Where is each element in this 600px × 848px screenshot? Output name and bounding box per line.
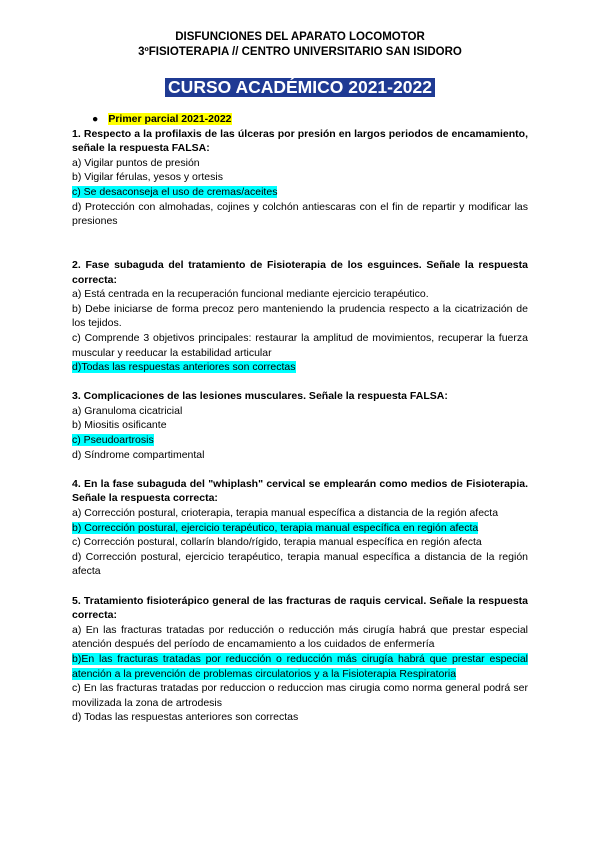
course-banner-wrap — [0, 78, 600, 98]
q1-option-d: d) Protección con almohadas, cojines y colchón antiescaras con el fin de repartir y modificar las presiones — [72, 200, 528, 228]
course-year-banner: CURSO ACADÉMICO 2021-2022 — [165, 78, 435, 97]
exam-content — [72, 112, 528, 725]
spacer — [72, 229, 528, 244]
q4-option-d: d) Corrección postural, ejercicio terapéutico, terapia manual específica a distancia de la región afecta — [72, 550, 528, 578]
spacer — [72, 243, 528, 258]
q3-answer-highlight: c) Pseudoartrosis — [72, 434, 154, 447]
question-1: 1. Respecto a la profilaxis de las úlceras por presión en largos periodos de encamamiento, señale la respuesta FALSA: — [72, 127, 528, 155]
q3-option-b: b) Miositis osificante — [72, 419, 167, 432]
bullet-icon: ● — [92, 113, 99, 125]
exam-section-heading — [92, 112, 528, 127]
q1-option-c-answer — [72, 185, 528, 200]
question-5: 5. Tratamiento fisioterápico general de las fracturas de raquis cervical. Señale la respuesta correcta: — [72, 594, 528, 622]
degree-center-title: 3ºFISIOTERAPIA // CENTRO UNIVERSITARIO SAN ISIDORO — [138, 46, 462, 58]
q2-option-b: b) Debe iniciarse de forma precoz pero manteniendo la prudencia respecto a la cicatrización de los tejidos. — [72, 302, 528, 330]
section-title: Primer parcial 2021-2022 — [108, 113, 232, 125]
q3-option-c-answer — [72, 433, 528, 448]
q4-option-a: a) Corrección postural, crioterapia, terapia manual específica a distancia de la región afecta — [72, 507, 499, 520]
q3-option-a: a) Granuloma cicatricial — [72, 404, 183, 417]
q4-option-c: c) Corrección postural, collarín blando/rígido, terapia manual específica en región afecta — [72, 536, 482, 549]
q5-option-b-answer — [72, 652, 528, 681]
question-3: 3. Complicaciones de las lesiones musculares. Señale la respuesta FALSA: — [72, 390, 448, 403]
q4-option-b-answer — [72, 521, 528, 536]
question-4: 4. En la fase subaguda del "whiplash" cervical se emplearán como medios de Fisioterapia. Señale la respuesta correcta: — [72, 477, 528, 505]
q2-option-d-answer — [72, 360, 528, 375]
q2-option-c: c) Comprende 3 objetivos principales: restaurar la amplitud de movimientos, recuperar la fuerza muscular y reeducar la estabilidad articular — [72, 331, 528, 359]
subject-title: DISFUNCIONES DEL APARATO LOCOMOTOR — [175, 31, 425, 43]
q1-option-a: a) Vigilar puntos de presión — [72, 156, 200, 169]
q2-answer-highlight: d)Todas las respuestas anteriores son correctas — [72, 361, 296, 374]
q3-option-d: d) Síndrome compartimental — [72, 448, 205, 461]
q1-answer-highlight: c) Se desaconseja el uso de cremas/aceites — [72, 185, 278, 198]
spacer — [72, 462, 528, 477]
q5-option-d: d) Todas las respuestas anteriores son correctas — [72, 711, 299, 724]
q2-option-a: a) Está centrada en la recuperación funcional mediante ejercicio terapéutico. — [72, 288, 429, 301]
spacer — [72, 579, 528, 594]
q5-option-a: a) En las fracturas tratadas por reducción o reducción más cirugía habrá que prestar especial atención después del período de encamamiento a los cuidados de enfermería — [72, 623, 528, 651]
q5-answer-highlight: b)En las fracturas tratadas por reducción o reducción más cirugía habrá que prestar especial atención a la prevención de problemas circulatorios y a la Fisioterapia Respiratoria — [72, 652, 528, 680]
q1-option-b: b) Vigilar férulas, yesos y ortesis — [72, 171, 223, 184]
q5-option-c: c) En las fracturas tratadas por reduccion o reduccion mas cirugia como norma general podrá ser movilizada la zona de artrodesis — [72, 682, 528, 709]
q4-answer-highlight: b) Corrección postural, ejercicio terapéutico, terapia manual específica en región afecta — [72, 521, 479, 534]
spacer — [72, 375, 528, 390]
question-2: 2. Fase subaguda del tratamiento de Fisioterapia de los esguinces. Señale la respuesta correcta: — [72, 258, 528, 286]
